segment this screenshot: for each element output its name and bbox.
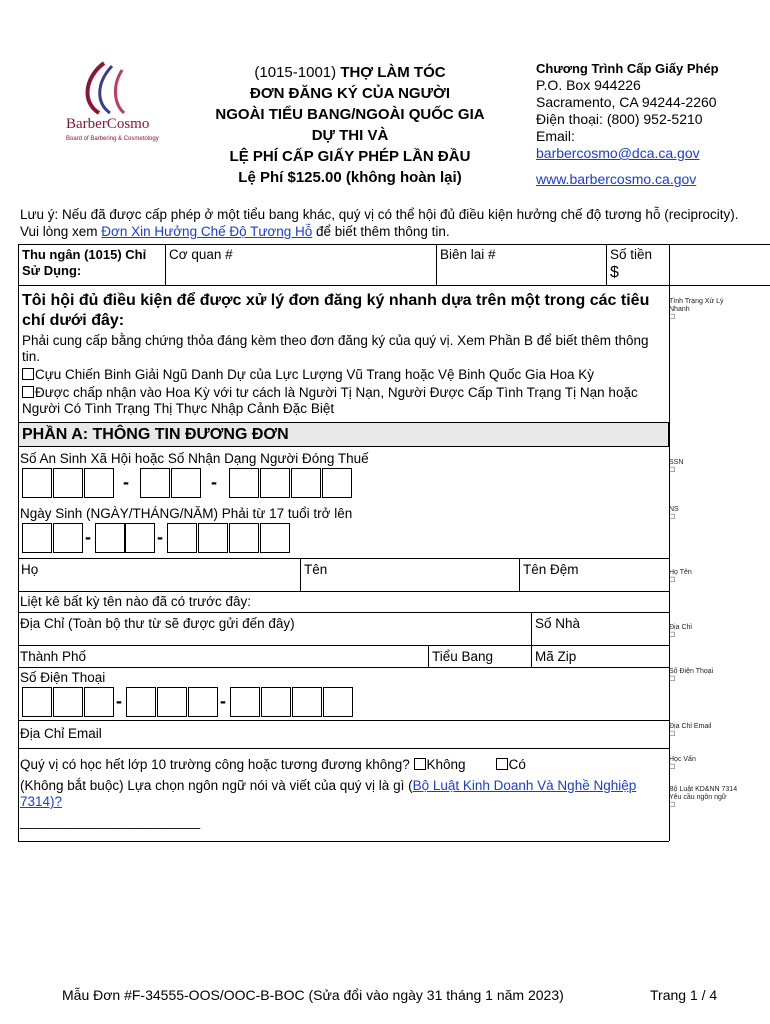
refugee-checkbox[interactable]	[22, 386, 34, 398]
sidebar-education: Học Vấn ☐	[669, 756, 696, 771]
ssn-digit-8[interactable]	[291, 468, 321, 498]
phone-digit-10[interactable]	[323, 687, 353, 717]
grade10-question: Quý vị có học hết lớp 10 trường công hoặc tương đương không? Không Có	[20, 757, 526, 772]
receipt-label: Biên lai #	[440, 247, 496, 262]
logo-subtitle: Board of Barbering & Cosmetology	[66, 136, 159, 142]
cashier-label: Thu ngân (1015) Chỉ Sử Dụng:	[22, 247, 147, 278]
expedite-option-refugee[interactable]: Được chấp nhận vào Hoa Kỳ với tư cách là Người Tị Nạn, Người Được Cấp Tình Trạng Tị Nạn hoặc Người Có Tình Trạng Thị Thực Nhập Cảnh Đặc Biệt	[22, 385, 638, 416]
ssn-digit-5[interactable]	[171, 468, 201, 498]
ssn-digit-2[interactable]	[53, 468, 83, 498]
phone-digit-2[interactable]	[53, 687, 83, 717]
middle-name-field[interactable]: Tên Đệm	[523, 562, 579, 577]
address-field[interactable]: Địa Chỉ (Toàn bộ thư từ sẽ được gửi đến đây)	[20, 616, 295, 631]
phone-digit-6[interactable]	[188, 687, 218, 717]
phone-digit-5[interactable]	[157, 687, 187, 717]
ssn-digit-9[interactable]	[322, 468, 352, 498]
grade10-no-checkbox[interactable]	[414, 758, 426, 770]
phone-label: Số Điện Thoại	[20, 670, 106, 685]
section-a-heading: PHẦN A: THÔNG TIN ĐƯƠNG ĐƠN	[18, 422, 669, 447]
dob-day-1[interactable]	[22, 523, 52, 553]
unit-field[interactable]: Số Nhà	[535, 616, 581, 631]
contact-info: Chương Trình Cấp Giấy Phép P.O. Box 944226 Sacramento, CA 94244-2260 Điện thoại: (800) 952-5210 Email: barbercosmo@dca.ca.gov www.barbercosmo.ca.gov	[536, 61, 719, 187]
phone-digit-1[interactable]	[22, 687, 52, 717]
logo-name: BarberCosmo	[66, 116, 150, 132]
page-number: Trang 1 / 4	[650, 987, 718, 1003]
dob-year-3[interactable]	[229, 523, 259, 553]
dob-month-1[interactable]	[95, 523, 125, 553]
business-code-link[interactable]: Bộ Luật Kinh Doanh Và Nghề Nghiệp 7314)?	[20, 778, 637, 809]
sidebar-address: Địa Chỉ ☐	[669, 624, 692, 639]
form-title: (1015-1001) THỢ LÀM TÓC ĐƠN ĐĂNG KÝ CỦA NGƯỜI NGOÀI TIỂU BANG/NGOÀI QUỐC GIA DỰ THI VÀ LỆ PHÍ CẤP GIẤY PHÉP LẦN ĐẦU Lệ Phí $125.00 (không hoàn lại)	[215, 64, 485, 186]
sidebar-name: Họ Tên ☐	[669, 569, 692, 584]
state-field[interactable]: Tiểu Bang	[432, 649, 494, 664]
sidebar-expedite: Tình Trạng Xử Lý Nhanh ☐	[669, 298, 724, 321]
email-field[interactable]: Địa Chỉ Email	[20, 726, 102, 741]
language-answer-field[interactable]: ________________________	[20, 814, 201, 829]
amount-label: Số tiền	[610, 247, 653, 262]
sidebar-phone: Số Điện Thoại ☐	[669, 668, 714, 683]
website-link[interactable]: www.barbercosmo.ca.gov	[536, 171, 697, 187]
phone-digit-8[interactable]	[261, 687, 291, 717]
dob-year-1[interactable]	[167, 523, 197, 553]
dob-year-2[interactable]	[198, 523, 228, 553]
sidebar-email: Địa Chỉ Email ☐	[669, 723, 712, 738]
sidebar-ssn: SSN ☐	[669, 459, 684, 474]
reciprocity-note: Lưu ý: Nếu đã được cấp phép ở một tiểu bang khác, quý vị có thể hội đủ điều kiện hưởng chế độ tương hỗ (reciprocity). Vui lòng xem Đơn Xin Hưởng Chế Độ Tương Hỗ để biết thêm thông tin.	[20, 207, 739, 239]
dob-label: Ngày Sinh (NGÀY/THÁNG/NĂM) Phải từ 17 tuổi trở lên	[20, 506, 353, 521]
grade10-yes-checkbox[interactable]	[496, 758, 508, 770]
phone-digit-7[interactable]	[230, 687, 260, 717]
sidebar-ns: NS ☐	[669, 506, 679, 521]
last-name-field[interactable]: Họ	[21, 562, 39, 577]
ssn-digit-1[interactable]	[22, 468, 52, 498]
city-field[interactable]: Thành Phố	[20, 649, 87, 664]
ssn-digit-7[interactable]	[260, 468, 290, 498]
expedite-option-veteran[interactable]: Cựu Chiến Binh Giải Ngũ Danh Dự của Lực Lượng Vũ Trang hoặc Vệ Binh Quốc Gia Hoa Kỳ	[22, 367, 667, 383]
dob-month-2[interactable]	[125, 523, 155, 553]
phone-digit-3[interactable]	[84, 687, 114, 717]
ssn-digit-4[interactable]	[140, 468, 170, 498]
email-link[interactable]: barbercosmo@dca.ca.gov	[536, 145, 700, 161]
barbercosmo-logo-icon	[64, 58, 164, 158]
zip-field[interactable]: Mã Zip	[535, 649, 577, 664]
dob-year-4[interactable]	[260, 523, 290, 553]
sidebar-language: Bộ Luật KD&NN 7314 Yêu cầu ngôn ngữ ☐	[669, 786, 738, 809]
previous-names-field[interactable]: Liệt kê bất kỳ tên nào đã có trước đây:	[20, 594, 252, 609]
reciprocity-link[interactable]: Đơn Xin Hưởng Chế Độ Tương Hỗ	[101, 224, 313, 239]
agency-label: Cơ quan #	[169, 247, 233, 262]
ssn-digit-6[interactable]	[229, 468, 259, 498]
dob-day-2[interactable]	[53, 523, 83, 553]
phone-digit-4[interactable]	[126, 687, 156, 717]
phone-digit-9[interactable]	[292, 687, 322, 717]
ssn-label: Số An Sinh Xã Hội hoặc Số Nhận Dạng Người Đóng Thuế	[20, 451, 369, 466]
expedite-instruction: Phải cung cấp bằng chứng thỏa đáng kèm theo đơn đăng ký của quý vị. Xem Phần B để biết thêm thông tin.	[22, 333, 649, 364]
form-number: Mẫu Đơn #F-34555-OOS/OOC-B-BOC (Sửa đổi vào ngày 31 tháng 1 năm 2023)	[62, 987, 564, 1003]
dollar-sign: $	[610, 264, 619, 281]
language-question: (Không bắt buộc) Lựa chọn ngôn ngữ nói và viết của quý vị là gì (Bộ Luật Kinh Doanh Và Nghề Nghiệp 7314)?	[20, 778, 637, 809]
veteran-checkbox[interactable]	[22, 368, 34, 380]
first-name-field[interactable]: Tên	[304, 562, 328, 577]
ssn-digit-3[interactable]	[84, 468, 114, 498]
expedite-heading: Tôi hội đủ điều kiện để được xử lý đơn đăng ký nhanh dựa trên một trong các tiêu chí dưới đây:	[22, 292, 650, 329]
